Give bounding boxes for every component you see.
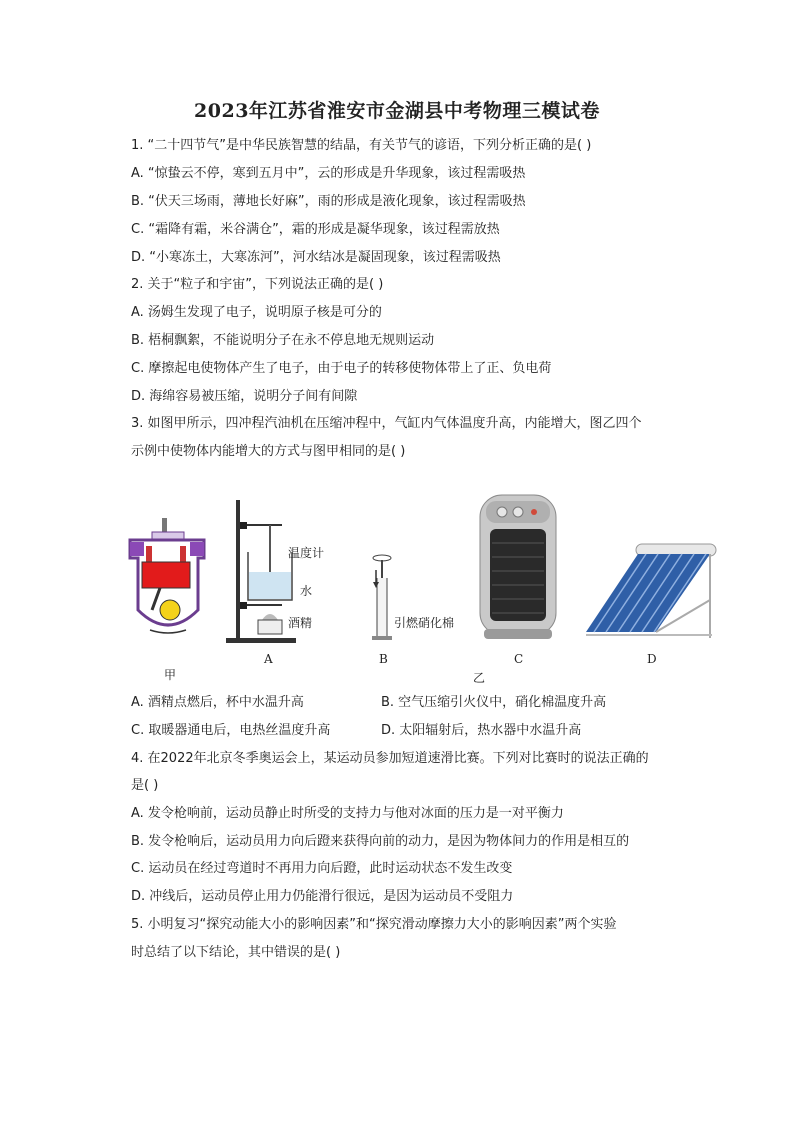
figure-c-label: C xyxy=(514,652,524,666)
figure-jia-label: 甲 xyxy=(164,668,177,682)
q1-option-c: C. “霜降有霜，米谷满仓”，霜的形成是凝华现象，该过程需放热 xyxy=(131,222,500,237)
q3-option-a: A. 酒精点燃后，杯中水温升高 xyxy=(131,695,304,710)
q4-option-c: C. 运动员在经过弯道时不再用力向后蹬，此时运动状态不发生改变 xyxy=(131,861,513,876)
q3-option-d: D. 太阳辐射后，热水器中水温升高 xyxy=(381,723,582,738)
alcohol-label: 酒精 xyxy=(288,616,313,630)
q2-stem: 2. 关于“粒子和宇宙”，下列说法正确的是( ) xyxy=(131,277,384,292)
q5-stem-line1: 5. 小明复习“探究动能大小的影响因素”和“探究滑动摩擦力大小的影响因素”两个实验 xyxy=(131,917,617,932)
q2-option-b: B. 梧桐飘絮，不能说明分子在永不停息地无规则运动 xyxy=(131,333,435,348)
cotton-label: 引燃硝化棉 xyxy=(394,616,455,630)
q4-option-d: D. 冲线后，运动员停止用力仍能滑行很远，是因为运动员不受阻力 xyxy=(131,889,514,904)
q3-option-c: C. 取暖器通电后，电热丝温度升高 xyxy=(131,723,331,738)
solar-heater-image xyxy=(584,540,720,642)
engine-diagram xyxy=(128,518,208,643)
q4-stem-line1: 4. 在2022年北京冬季奥运会上，某运动员参加短道速滑比赛。下列对比赛时的说法正确的 xyxy=(131,751,649,766)
q1-stem: 1. “二十四节气”是中华民族智慧的结晶，有关节气的谚语，下列分析正确的是( ) xyxy=(131,138,592,153)
q1-option-a: A. “惊蛰云不停，寒到五月中”，云的形成是升华现象，该过程需吸热 xyxy=(131,166,526,181)
page-title: 2023年江苏省淮安市金湖县中考物理三模试卷 xyxy=(194,100,600,122)
q1-option-b: B. “伏天三场雨，薄地长好麻”，雨的形成是液化现象，该过程需吸热 xyxy=(131,194,526,209)
q4-option-a: A. 发令枪响前，运动员静止时所受的支持力与他对冰面的压力是一对平衡力 xyxy=(131,806,564,821)
q4-option-b: B. 发令枪响后，运动员用力向后蹬来获得向前的动力，是因为物体间力的作用是相互的 xyxy=(131,834,630,849)
q3-option-b: B. 空气压缩引火仪中，硝化棉温度升高 xyxy=(381,695,607,710)
q2-option-a: A. 汤姆生发现了电子，说明原子核是可分的 xyxy=(131,305,382,320)
q2-option-c: C. 摩擦起电使物体产生了电子，由于电子的转移使物体带上了正、负电荷 xyxy=(131,361,552,376)
figure-d-label: D xyxy=(647,652,657,666)
figure-a-label: A xyxy=(264,652,273,666)
q2-option-d: D. 海绵容易被压缩，说明分子间有间隙 xyxy=(131,389,358,404)
q1-option-d: D. “小寒冻土，大寒冻河”，河水结冰是凝固现象，该过程需吸热 xyxy=(131,250,501,265)
q4-stem-line2: 是( ) xyxy=(131,778,159,793)
q3-stem-line1: 3. 如图甲所示，四冲程汽油机在压缩冲程中，气缸内气体温度升高，内能增大，图乙四个 xyxy=(131,416,642,431)
q5-stem-line2: 时总结了以下结论，其中错误的是( ) xyxy=(131,945,341,960)
thermometer-label: 温度计 xyxy=(288,546,325,560)
q3-stem-line2: 示例中使物体内能增大的方式与图甲相同的是( ) xyxy=(131,444,406,459)
heater-image xyxy=(472,493,564,643)
water-label: 水 xyxy=(300,584,313,598)
figure-b-label: B xyxy=(379,652,388,666)
figure-yi-label: 乙 xyxy=(473,671,486,685)
